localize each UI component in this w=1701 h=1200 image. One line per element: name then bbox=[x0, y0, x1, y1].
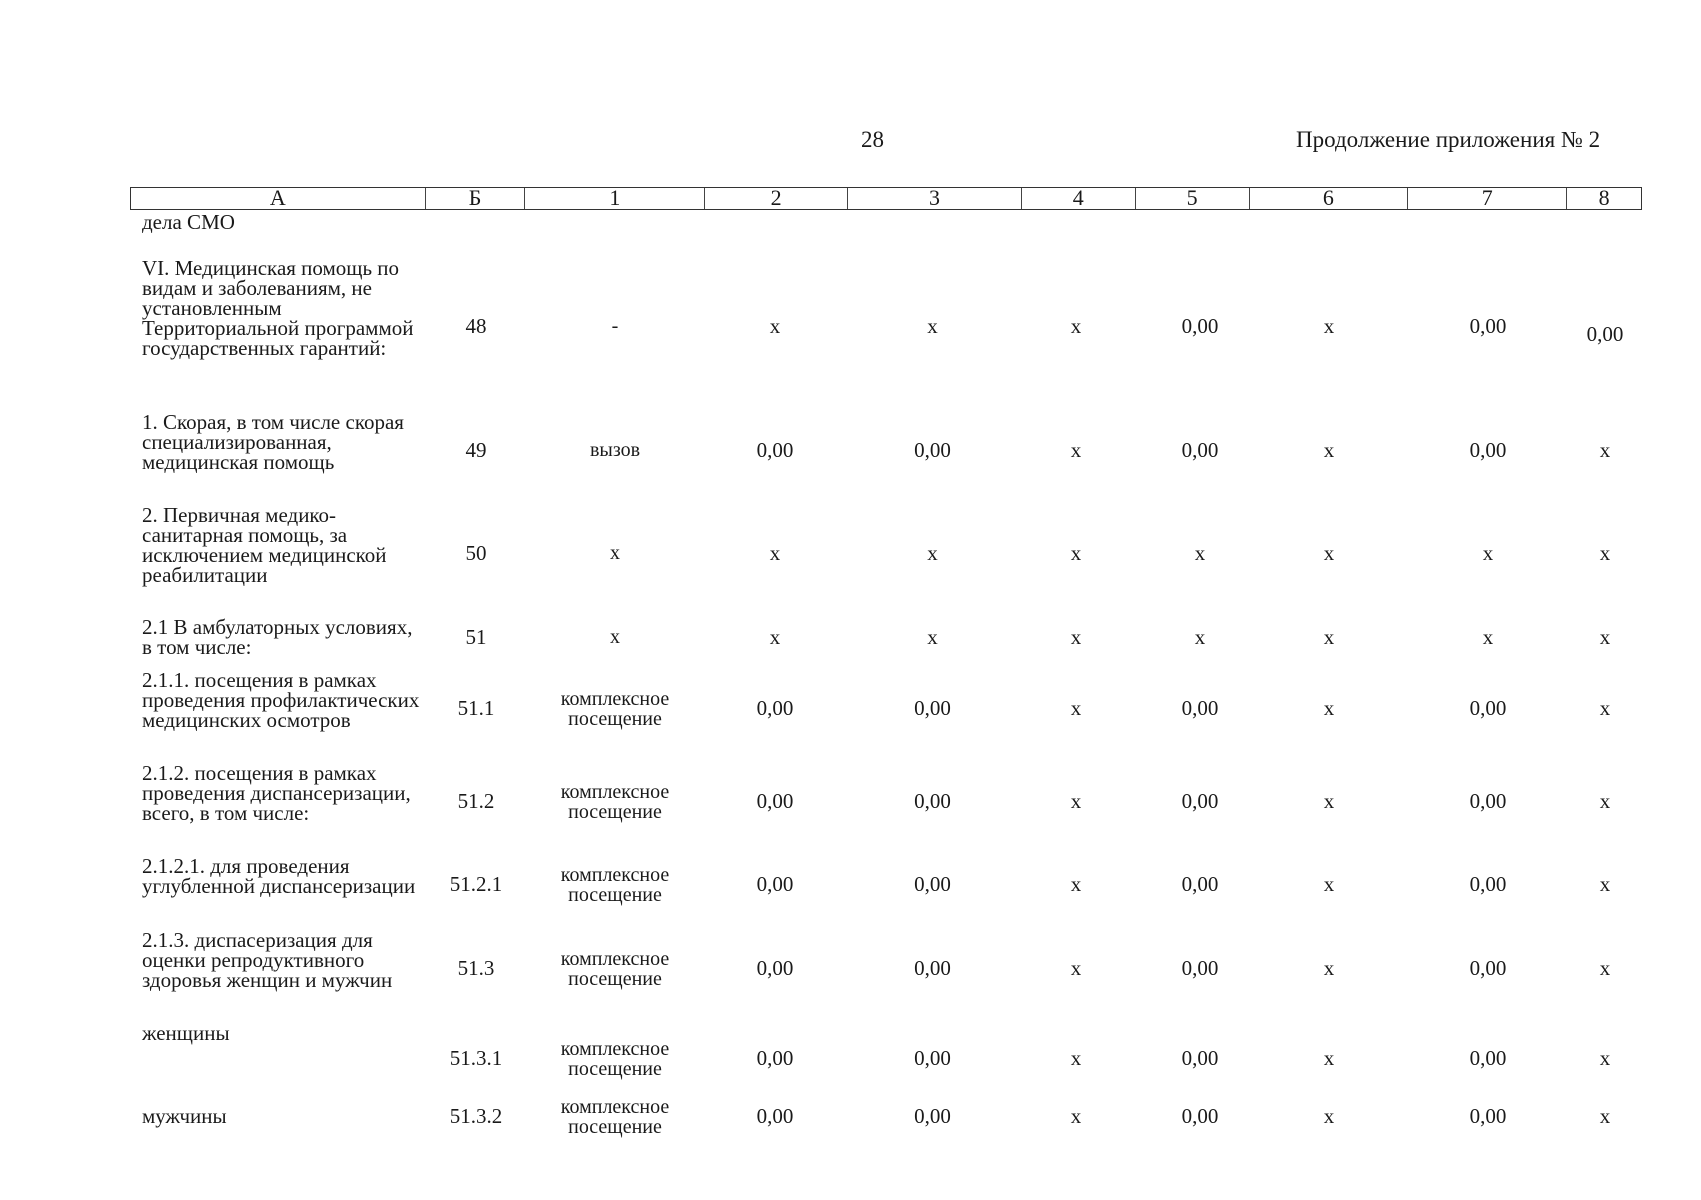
row-col-2: х bbox=[769, 625, 781, 649]
row-label: 2.1.3. диспасеризация для оценки репродуктивного здоровья женщин и мужчин bbox=[142, 928, 393, 992]
row-col-6: х bbox=[1323, 696, 1335, 720]
row-col-2: 0,00 bbox=[756, 872, 794, 896]
row-col-7: 0,00 bbox=[1469, 789, 1507, 813]
row-col-3: х bbox=[927, 314, 938, 338]
header-cell-1: 1 bbox=[525, 188, 705, 209]
row-col-2: 0,00 bbox=[756, 438, 794, 462]
row-col-8: х bbox=[1599, 625, 1611, 649]
header-cell-3: 3 bbox=[848, 188, 1022, 209]
row-col-8: 0,00 bbox=[1586, 322, 1624, 346]
row-col-6: х bbox=[1323, 1046, 1335, 1070]
row-code: 49 bbox=[465, 438, 487, 462]
row-col-4: х bbox=[1070, 872, 1082, 896]
row-col-3: 0,00 bbox=[914, 438, 951, 462]
row-code: 51 bbox=[465, 625, 487, 649]
row-label: 2.1.1. посещения в рамках проведения профилактических медицинских осмотров bbox=[142, 668, 420, 732]
row-col-6: х bbox=[1323, 872, 1335, 896]
row-unit: комплексное посещение bbox=[560, 948, 670, 990]
row-code: 51.3 bbox=[457, 956, 495, 980]
header-cell-7: 7 bbox=[1408, 188, 1567, 209]
row-col-3: 0,00 bbox=[914, 696, 951, 720]
row-col-5: 0,00 bbox=[1181, 872, 1219, 896]
row-col-5: 0,00 bbox=[1181, 438, 1219, 462]
row-col-7: 0,00 bbox=[1469, 956, 1507, 980]
row-col-5: 0,00 bbox=[1181, 696, 1219, 720]
row-code: 51.1 bbox=[457, 696, 495, 720]
row-col-4: х bbox=[1070, 1046, 1082, 1070]
row-label: 1. Скорая, в том числе скорая специализированная, медицинская помощь bbox=[142, 410, 404, 474]
row-col-5: х bbox=[1194, 541, 1206, 565]
row-label: 2. Первичная медико-санитарная помощь, за исключением медицинской реабилитации bbox=[142, 503, 387, 587]
row-col-2: 0,00 bbox=[756, 1104, 794, 1128]
row-col-3: х bbox=[927, 625, 938, 649]
row-unit: х bbox=[610, 542, 620, 564]
row-col-4: х bbox=[1070, 1104, 1082, 1128]
row-col-2: 0,00 bbox=[756, 696, 794, 720]
row-col-4: х bbox=[1070, 438, 1082, 462]
header-cell-6: 6 bbox=[1250, 188, 1409, 209]
row-unit: комплексное посещение bbox=[560, 1096, 670, 1138]
row-col-2: х bbox=[769, 314, 781, 338]
row-unit: - bbox=[611, 315, 619, 337]
row-col-3: 0,00 bbox=[914, 1104, 951, 1128]
row-col-6: х bbox=[1323, 625, 1335, 649]
row-unit: х bbox=[610, 626, 620, 648]
row-code: 51.3.2 bbox=[449, 1104, 503, 1128]
row-col-4: х bbox=[1070, 696, 1082, 720]
row-col-2: 0,00 bbox=[756, 956, 794, 980]
row-col-7: 0,00 bbox=[1469, 872, 1507, 896]
row-col-4: х bbox=[1070, 541, 1082, 565]
row-col-6: х bbox=[1323, 1104, 1335, 1128]
row-col-7: 0,00 bbox=[1469, 1104, 1507, 1128]
row-col-8: х bbox=[1599, 956, 1611, 980]
row-col-4: х bbox=[1070, 314, 1082, 338]
table-header-row bbox=[130, 187, 1642, 210]
row-col-7: 0,00 bbox=[1469, 314, 1507, 338]
row-col-4: х bbox=[1070, 625, 1082, 649]
row-code: 48 bbox=[465, 314, 487, 338]
row-col-4: х bbox=[1070, 789, 1082, 813]
row-col-3: 0,00 bbox=[914, 956, 951, 980]
row-unit: вызов bbox=[589, 439, 641, 461]
row-col-5: 0,00 bbox=[1181, 1104, 1219, 1128]
row-col-7: х bbox=[1482, 625, 1494, 649]
page-number: 28 bbox=[861, 127, 884, 152]
row-label: женщины bbox=[142, 1021, 230, 1045]
row-col-5: 0,00 bbox=[1181, 314, 1219, 338]
row-col-6: х bbox=[1323, 541, 1335, 565]
header-cell-a: А bbox=[131, 188, 426, 209]
row-col-6: х bbox=[1323, 438, 1335, 462]
row-col-7: 0,00 bbox=[1469, 438, 1507, 462]
row-col-3: 0,00 bbox=[914, 1046, 951, 1070]
header-cell-b: Б bbox=[426, 188, 526, 209]
row-col-8: х bbox=[1599, 1104, 1611, 1128]
row-col-3: х bbox=[927, 541, 938, 565]
row-col-2: 0,00 bbox=[756, 789, 794, 813]
row-col-6: х bbox=[1323, 789, 1335, 813]
row-code: 51.3.1 bbox=[449, 1046, 503, 1070]
row-code: 50 bbox=[465, 541, 487, 565]
header-cell-5: 5 bbox=[1136, 188, 1250, 209]
row-unit: комплексное посещение bbox=[560, 688, 670, 730]
row-col-5: х bbox=[1194, 625, 1206, 649]
row-unit: комплексное посещение bbox=[560, 1038, 670, 1080]
row-label: 2.1.2. посещения в рамках проведения диспансеризации, всего, в том числе: bbox=[142, 761, 411, 825]
row-label: мужчины bbox=[142, 1104, 227, 1128]
row-col-7: 0,00 bbox=[1469, 1046, 1507, 1070]
row-col-8: х bbox=[1599, 789, 1611, 813]
header-cell-2: 2 bbox=[705, 188, 848, 209]
row-col-5: 0,00 bbox=[1181, 789, 1219, 813]
row-label: 2.1 В амбулаторных условиях, в том числе: bbox=[142, 615, 413, 659]
row-col-8: х bbox=[1599, 438, 1611, 462]
row-code: 51.2.1 bbox=[449, 872, 503, 896]
row-col-8: х bbox=[1599, 696, 1611, 720]
row-code: 51.2 bbox=[457, 789, 495, 813]
row-col-2: 0,00 bbox=[756, 1046, 794, 1070]
row-col-2: х bbox=[769, 541, 781, 565]
row-col-7: х bbox=[1482, 541, 1494, 565]
row-col-8: х bbox=[1599, 872, 1611, 896]
row-col-8: х bbox=[1599, 541, 1611, 565]
row-col-7: 0,00 bbox=[1469, 696, 1507, 720]
row-label: 2.1.2.1. для проведения углубленной диспансеризации bbox=[142, 854, 416, 898]
row-col-8: х bbox=[1599, 1046, 1611, 1070]
row-unit: комплексное посещение bbox=[560, 781, 670, 823]
row-col-5: 0,00 bbox=[1181, 1046, 1219, 1070]
row-col-4: х bbox=[1070, 956, 1082, 980]
row-unit: комплексное посещение bbox=[560, 864, 670, 906]
appendix-continuation-note: Продолжение приложения № 2 bbox=[1296, 127, 1601, 152]
row-col-3: 0,00 bbox=[914, 789, 951, 813]
row-col-3: 0,00 bbox=[914, 872, 951, 896]
row-label: VI. Медицинская помощь по видам и заболеваниям, не установленным Территориальной программой государственных гарантий: bbox=[142, 256, 414, 360]
row-col-6: х bbox=[1323, 956, 1335, 980]
carryover-text: дела СМО bbox=[142, 210, 235, 234]
row-col-5: 0,00 bbox=[1181, 956, 1219, 980]
row-col-6: х bbox=[1323, 314, 1335, 338]
header-cell-8: 8 bbox=[1598, 185, 1610, 210]
header-cell-4: 4 bbox=[1022, 188, 1136, 209]
